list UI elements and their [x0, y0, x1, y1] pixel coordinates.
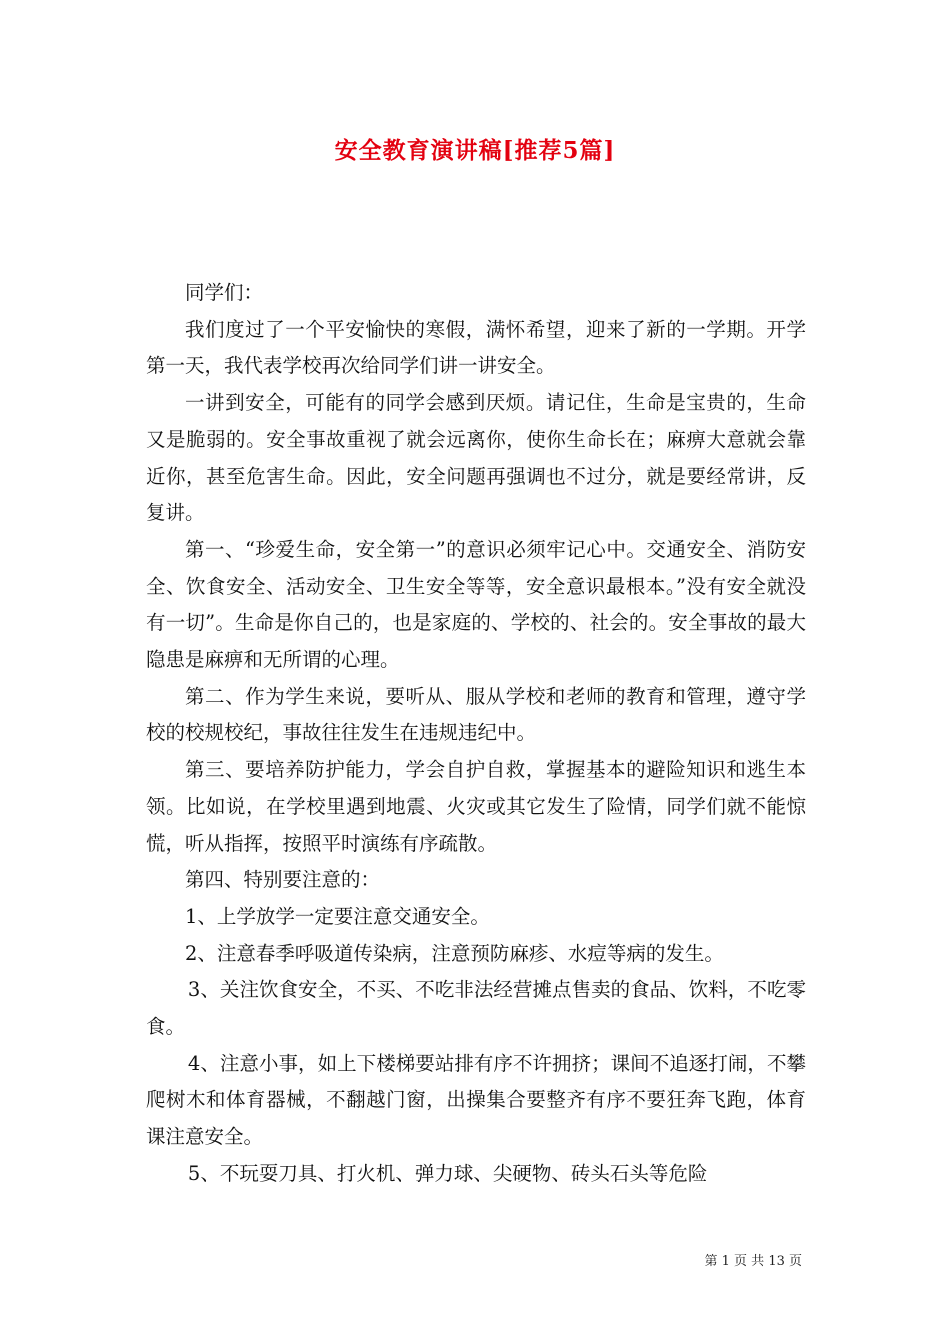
- salutation: 同学们：: [185, 281, 264, 304]
- paragraph-3: 第一、“珍爱生命，安全第一”的意识必须牢记心中。交通安全、消防安全、饮食安全、活动安全、卫生安全等等，安全意识最根本。”没有安全就没有一切”。生命是你自己的，也是家庭的、学校的、社会的。安全事故的最大隐患是麻痹和无所谓的心理。: [146, 537, 806, 672]
- paragraph-5: 第三、要培养防护能力，学会自护自救，掌握基本的避险知识和逃生本领。比如说，在学校里遇到地震、火灾或其它发生了险情，同学们就不能惊慌，听从指挥，按照平时演练有序疏散。: [146, 758, 806, 855]
- list-item-3: 3、关注饮食安全，不买、不吃非法经营摊点售卖的食品、饮料，不吃零食。: [146, 978, 806, 1039]
- paragraph-4: 第二、作为学生来说，要听从、服从学校和老师的教育和管理，遵守学校的校规校纪，事故往往发生在违规违纪中。: [146, 684, 806, 745]
- paragraph-2: 一讲到安全，可能有的同学会感到厌烦。请记住，生命是宝贵的，生命又是脆弱的。安全事故重视了就会远离你，使你生命长在；麻痹大意就会靠近你，甚至危害生命。因此，安全问题再强调也不过分，就是要经常讲，反复讲。: [146, 391, 806, 525]
- page-number-footer: 第 1 页 共 13 页: [704, 1254, 802, 1269]
- list-item-4: 4、注意小事，如上下楼梯要站排有序不许拥挤；课间不追逐打闹，不攀爬树木和体育器械，不翻越门窗，出操集合要整齐有序不要狂奔飞跑，体育课注意安全。: [146, 1051, 806, 1149]
- document-title: 安全教育演讲稿[推荐5篇]: [334, 137, 616, 164]
- document-body: [146, 275, 806, 1193]
- paragraph-6: 第四、特别要注意的：: [185, 868, 381, 892]
- list-item-5: 5、不玩耍刀具、打火机、弹力球、尖硬物、砖头石头等危险: [187, 1161, 708, 1185]
- list-item-1: 1、上学放学一定要注意交通安全。: [185, 904, 490, 928]
- list-item-2: 2、注意春季呼吸道传染病，注意预防麻疹、水痘等病的发生。: [185, 941, 724, 965]
- paragraph-1: 我们度过了一个平安愉快的寒假，满怀希望，迎来了新的一学期。开学第一天，我代表学校再次给同学们讲一讲安全。: [146, 317, 806, 378]
